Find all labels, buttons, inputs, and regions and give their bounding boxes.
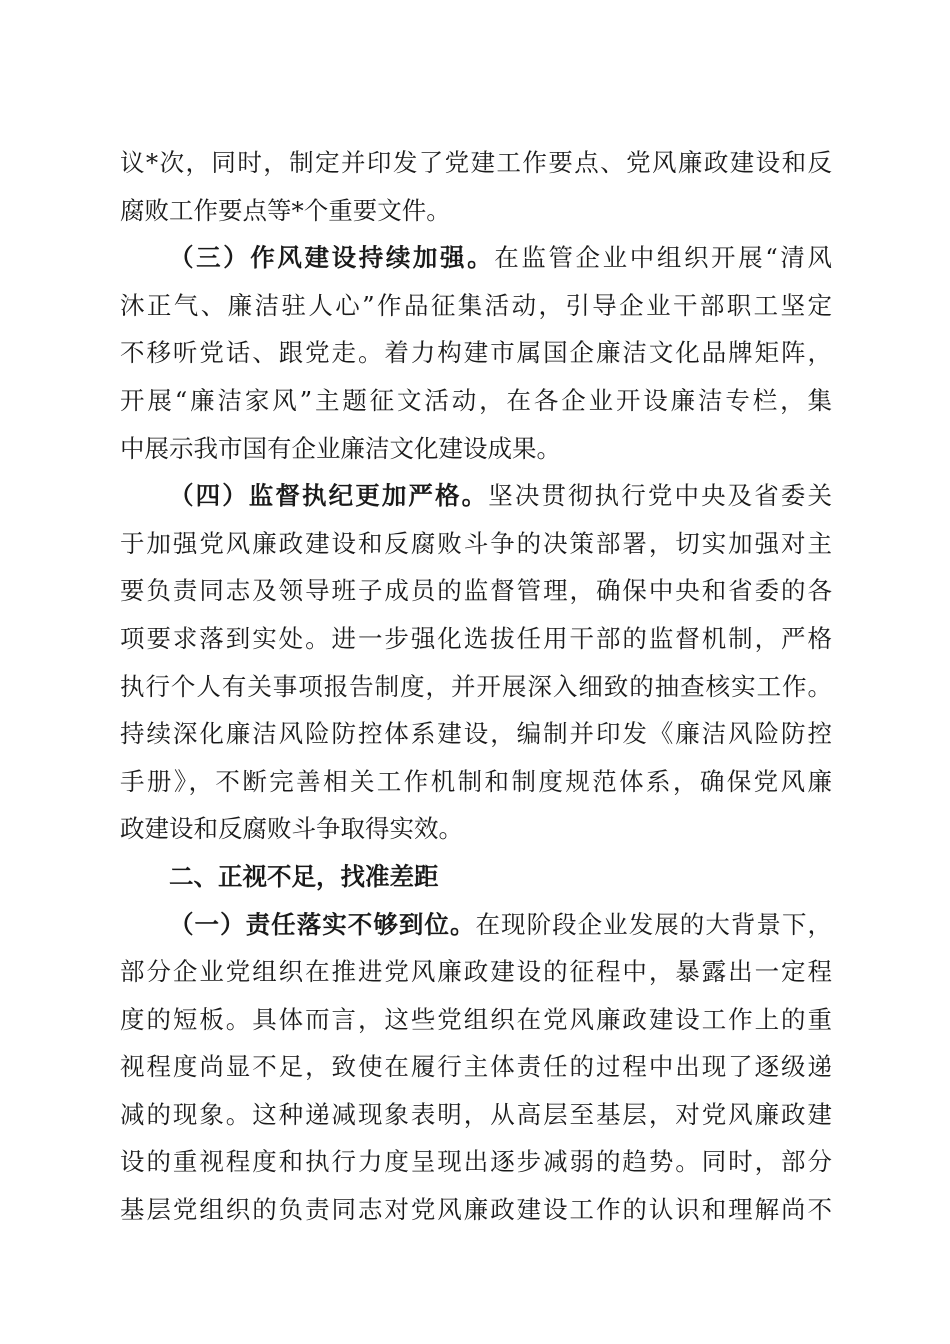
paragraph-text: 在现阶段企业发展的大背景下，: [475, 909, 832, 939]
section-lead: （一）责任落实不够到位。: [169, 909, 476, 939]
paragraph-line: 政建设和反腐败斗争取得实效。: [120, 814, 463, 844]
paragraph-line: 基层党组织的负责同志对党风廉政建设工作的认识和理解尚不: [120, 1195, 832, 1225]
paragraph-line: 议*次，同时，制定并印发了党建工作要点、党风廉政建设和反: [120, 148, 832, 177]
paragraph-first-line: [120, 234, 832, 282]
paragraph-line: 开展“廉洁家风”主题征文活动，在各企业开设廉洁专栏，集: [120, 385, 832, 415]
paragraph-text: 在监管企业中组织开展“清风: [494, 243, 832, 273]
paragraph-line: 设的重视程度和执行力度呈现出逐步减弱的趋势。同时，部分: [120, 1147, 832, 1177]
paragraph-line: 于加强党风廉政建设和反腐败斗争的决策部署，切实加强对主: [120, 528, 832, 558]
paragraph-line: 视程度尚显不足，致使在履行主体责任的过程中出现了逐级递: [120, 1052, 832, 1082]
paragraph-line: 部分企业党组织在推进党风廉政建设的征程中，暴露出一定程: [120, 957, 832, 987]
paragraph-line: 沐正气、廉洁驻人心”作品征集活动，引导企业干部职工坚定: [120, 290, 832, 320]
paragraph-first-line: [120, 901, 832, 949]
paragraph-line: 度的短板。具体而言，这些党组织在党风廉政建设工作上的重: [120, 1004, 832, 1034]
paragraph-line: 执行个人有关事项报告制度，并开展深入细致的抽查核实工作。: [120, 671, 832, 701]
document-body: [120, 139, 832, 1234]
paragraph-line: 腐败工作要点等*个重要文件。: [120, 195, 451, 225]
paragraph-line: 持续深化廉洁风险防控体系建设，编制并印发《廉洁风险防控: [120, 719, 832, 749]
section-heading: 二、正视不足，找准差距: [169, 861, 439, 891]
section-lead: （四）监督执纪更加严格。: [169, 481, 489, 511]
section-lead: （三）作风建设持续加强。: [169, 243, 495, 273]
paragraph-line: 手册》，不断完善相关工作机制和制度规范体系，确保党风廉: [120, 766, 832, 796]
paragraph-line: 不移听党话、跟党走。着力构建市属国企廉洁文化品牌矩阵，: [120, 338, 832, 368]
paragraph-line: 项要求落到实处。进一步强化选拔任用干部的监督机制，严格: [120, 623, 832, 653]
paragraph-line: 中展示我市国有企业廉洁文化建设成果。: [120, 433, 561, 463]
paragraph-line: 减的现象。这种递减现象表明，从高层至基层，对党风廉政建: [120, 1099, 832, 1129]
paragraph-text: 坚决贯彻执行党中央及省委关: [488, 481, 832, 511]
paragraph-line: 要负责同志及领导班子成员的监督管理，确保中央和省委的各: [120, 576, 832, 606]
paragraph-first-line: [120, 472, 832, 520]
